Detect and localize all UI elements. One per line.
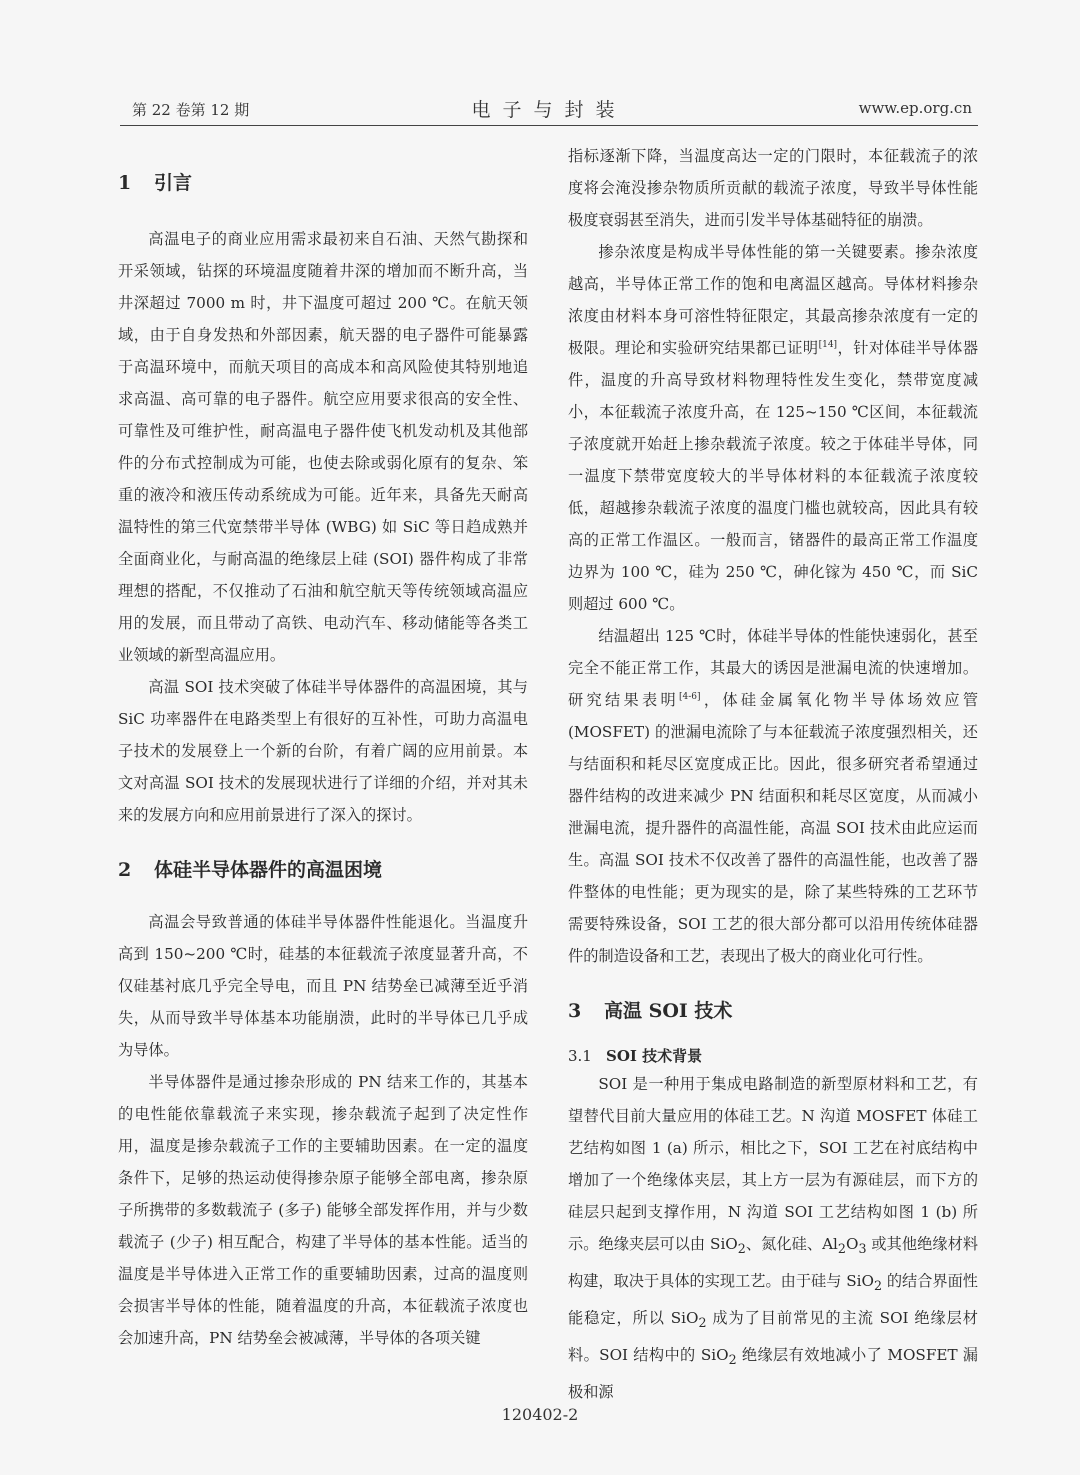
s31-text-d: 或其他绝缘材料构建，取决于具体的实现工艺。由于硅与 SiO: [568, 1235, 979, 1291]
s31-text-b: 、氮化硅、Al: [745, 1235, 838, 1253]
subscript: 3: [858, 1241, 867, 1257]
s31-text-e: 的结合界面性能稳定，所以 SiO: [568, 1272, 978, 1328]
section-1-heading: [118, 168, 528, 195]
section-2-paragraph-3: [568, 236, 978, 620]
citation-4-6[interactable]: [4-6]: [679, 691, 701, 702]
subscript: 2: [737, 1241, 746, 1257]
p3-text-a: 掺杂浓度是构成半导体性能的第一关键要素。掺杂浓度越高，半导体正常工作的饱和电离温区越高。导体材料掺杂浓度由材料本身可溶性特征限定，其最高掺杂浓度有一定的极限。理论和实验研究结果都已证明: [568, 243, 978, 357]
section-2-paragraph-1: 高温会导致普通的体硅半导体器件性能退化。当温度升高到 150~200 ℃时，硅基的本征载流子浓度显著升高，不仅硅基衬底几乎完全导电，而且 PN 结势垒已减薄至近乎消失，从而导致半导体基本功能崩溃，此时的半导体已几乎成为导体。: [118, 913, 528, 1059]
right-column: [568, 140, 978, 1408]
section-3-1-paragraph-1: [568, 1068, 978, 1408]
section-1-paragraph-1: 高温电子的商业应用需求最初来自石油、天然气勘探和开采领域，钻探的环境温度随着井深的增加而不断升高，当井深超过 7000 m 时，井下温度可超过 200 ℃。在航天领域，由于自身发热和外部因素，航天器的电子器件可能暴露于高温环境中，而航天项目的高成本和高风险使其特别地追求高温、高可靠的电子器件。航空应用要求很高的安全性、可靠性及可维护性，耐高温电子器件使飞机发动机及其他部件的分布式控制成为可能，也使去除或弱化原有的复杂、笨重的液冷和液压传动系统成为可能。近年来，具备先天耐高温特性的第三代宽禁带半导体 (WBG) 如 SiC 等日趋成熟并全面商业化，与耐高温的绝缘层上硅 (SOI) 器件构成了非常理想的搭配，不仅推动了石油和航空航天等传统领域高温应用的发展，而且带动了高铁、电动汽车、移动储能等各类工业领域的新型高温应用。: [118, 230, 528, 664]
section-3-number: 3: [568, 1000, 582, 1022]
journal-website[interactable]: www.ep.org.cn: [858, 99, 972, 117]
section-1-title: 引言: [154, 172, 193, 194]
s31-text-g: 绝缘层有效地减小了 MOSFET 漏极和源: [568, 1346, 978, 1402]
p4-text-b: ，体硅金属氧化物半导体场效应管 (MOSFET) 的泄漏电流除了与本征载流子浓度强烈相关，还与结面积和耗尽区宽度成正比。因此，很多研究者希望通过器件结构的改进来减少 PN 结面积和耗尽区宽度，从而减小泄漏电流，提升器件的高温性能，高温 SOI 技术由此应运而生。高温 SOI 技术不仅改善了器件的高温性能，也改善了器件整体的电性能；更为现实的是，除了某些特殊的工艺环节需要特殊设备，SOI 工艺的很大部分都可以沿用传统体硅器件的制造设备和工艺，表现出了极大的商业化可行性。: [568, 691, 979, 965]
journal-title: 电子与封装: [471, 99, 627, 121]
left-column: [118, 140, 528, 1354]
section-2-heading: [118, 855, 528, 882]
section-2-paragraph-2: 半导体器件是通过掺杂形成的 PN 结来工作的，其基本的电性能依靠载流子来实现，掺杂载流子起到了决定性作用，温度是掺杂载流子工作的主要辅助因素。在一定的温度条件下，足够的热运动使得掺杂原子能够全部电离，掺杂原子所携带的多数载流子 (多子) 能够全部发挥作用，并与少数载流子 (少子) 相互配合，构建了半导体的基本性能。适当的温度是半导体进入正常工作的重要辅助因素，过高的温度则会损害半导体的性能，随着温度的升高，本征载流子浓度也会加速升高，PN 结势垒会被减薄，半导体的各项关键: [118, 1073, 528, 1347]
subsection-3-1-number: 3.1: [568, 1047, 592, 1065]
s31-text-c: O: [845, 1235, 859, 1253]
page-number: 120402-2: [501, 1405, 579, 1424]
section-3-heading: [568, 996, 978, 1023]
section-1-number: 1: [118, 172, 132, 194]
section-2-title: 体硅半导体器件的高温困境: [154, 859, 383, 881]
subsection-3-1-heading: [568, 1045, 978, 1066]
subscript: 2: [837, 1241, 846, 1257]
section-2-number: 2: [118, 859, 132, 881]
s31-text-f: 成为了目前常见的主流 SOI 绝缘层材料。SOI 结构中的 SiO: [568, 1309, 978, 1365]
subscript: 2: [728, 1352, 737, 1368]
subsection-3-1-title: SOI 技术背景: [606, 1047, 703, 1065]
citation-14[interactable]: [14]: [818, 339, 838, 350]
section-2-paragraph-2-continued: 指标逐渐下降，当温度高达一定的门限时，本征载流子的浓度将会淹没掺杂物质所贡献的载流子浓度，导致半导体性能极度衰弱甚至消失，进而引发半导体基础特征的崩溃。: [568, 147, 978, 229]
p3-text-b: ，针对体硅半导体器件，温度的升高导致材料物理特性发生变化，禁带宽度减小，本征载流子浓度升高，在 125~150 ℃区间，本征载流子浓度就开始赶上掺杂载流子浓度。较之于体硅半导体，同一温度下禁带宽度较大的半导体材料的本征载流子浓度较低，超越掺杂载流子浓度的温度门槛也就较高，因此具有较高的正常工作温区。一般而言，锗器件的最高正常工作温度边界为 100 ℃，硅为 250 ℃，砷化镓为 450 ℃，而 SiC 则超过 600 ℃。: [568, 339, 979, 613]
volume-issue: 第 22 卷第 12 期: [132, 101, 250, 119]
subscript: 2: [698, 1315, 707, 1331]
header-rule: [120, 125, 978, 126]
p4-text-a: 结温超出 125 ℃时，体硅半导体的性能快速弱化，甚至完全不能正常工作，其最大的诱因是泄漏电流的快速增加。研究结果表明: [568, 627, 978, 709]
running-header: [120, 95, 978, 121]
s31-text-a: SOI 是一种用于集成电路制造的新型原材料和工艺，有望替代目前大量应用的体硅工艺。N 沟道 MOSFET 体硅工艺结构如图 1 (a) 所示，相比之下，SOI 工艺在衬底结构中增加了一个绝缘体夹层，其上方一层为有源硅层，而下方的硅层只起到支撑作用，N 沟道 SOI 工艺结构如图 1 (b) 所示。绝缘夹层可以由 SiO: [568, 1075, 978, 1253]
subscript: 2: [873, 1278, 883, 1294]
section-2-paragraph-4: [568, 620, 978, 972]
section-1-paragraph-2: 高温 SOI 技术突破了体硅半导体器件的高温困境，其与 SiC 功率器件在电路类型上有很好的互补性，可助力高温电子技术的发展登上一个新的台阶，有着广阔的应用前景。本文对高温 SOI 技术的发展现状进行了详细的介绍，并对其未来的发展方向和应用前景进行了深入的探讨。: [118, 678, 528, 824]
section-3-title: 高温 SOI 技术: [604, 1000, 733, 1022]
